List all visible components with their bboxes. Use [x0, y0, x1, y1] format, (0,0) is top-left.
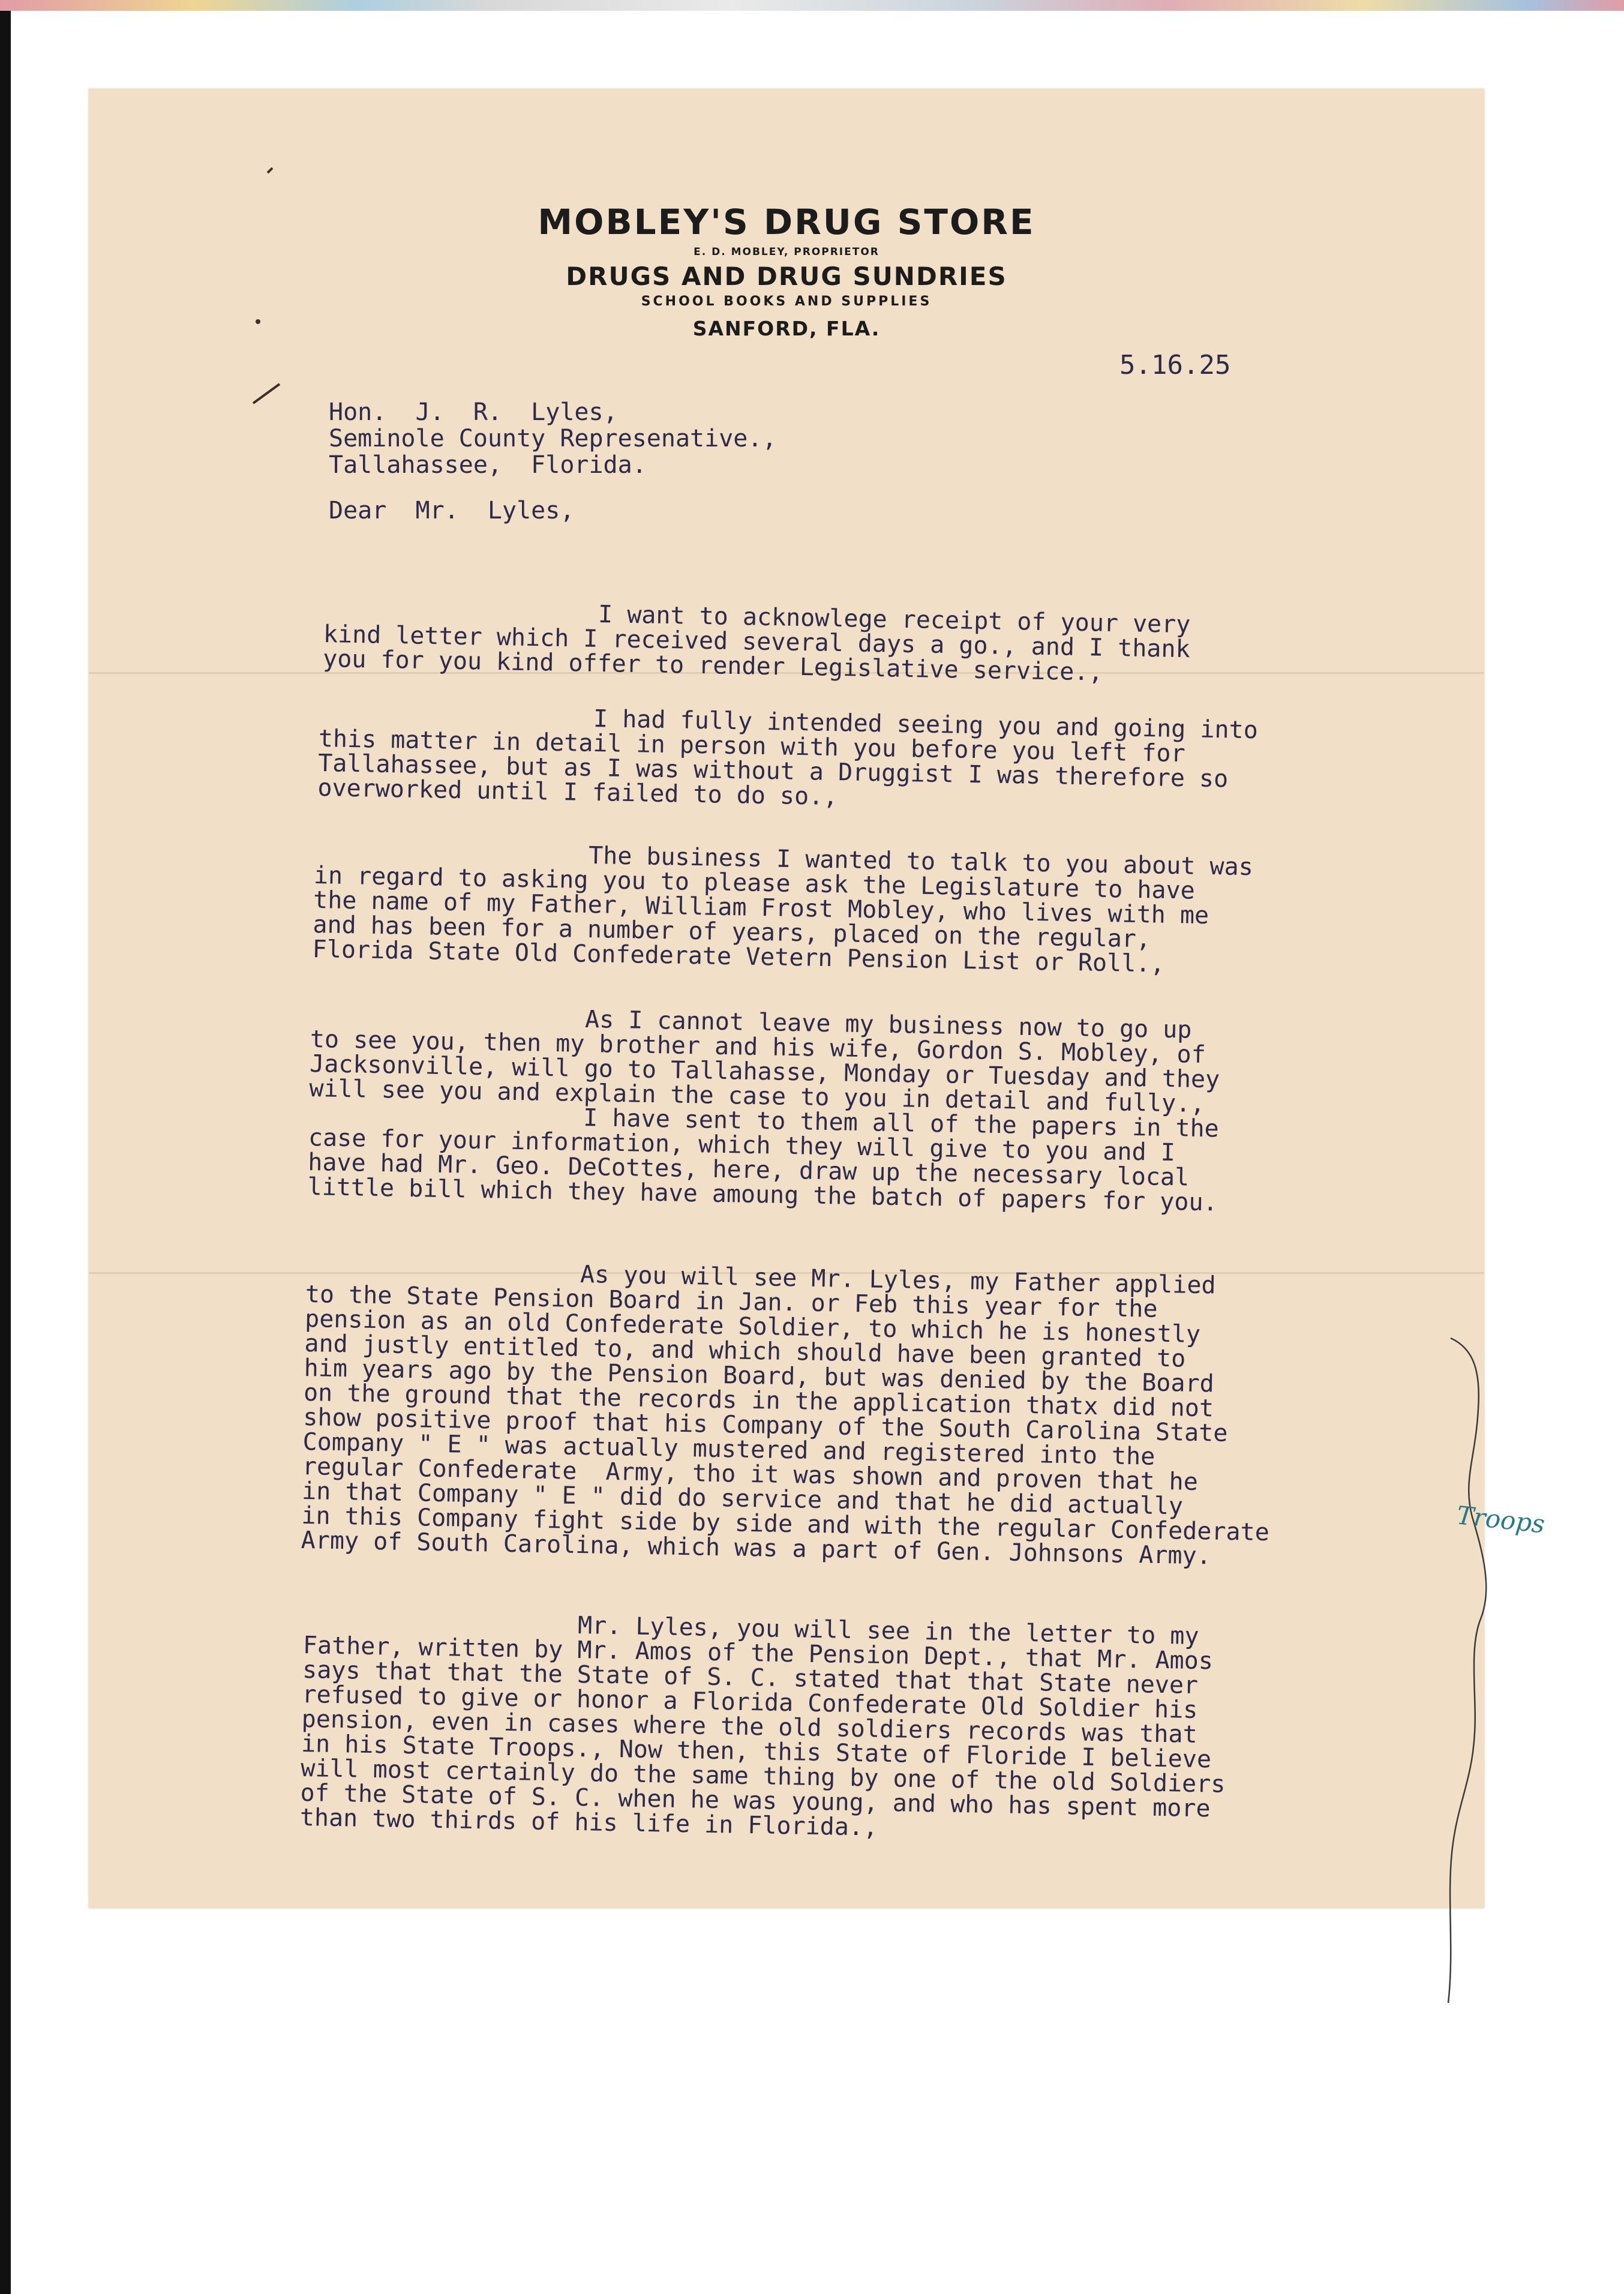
letterhead-sideline: SCHOOL BOOKS AND SUPPLIES: [641, 294, 932, 309]
letterhead-business: DRUGS AND DRUG SUNDRIES: [566, 262, 1007, 291]
paragraph-brother-visit: As I cannot leave my business now to go up to see you, then my brother and his wife, Gordon S. Mobley, of Jacksonville, will go to Tallahasse, Monday or Tuesday and they will see you and explain the case to you in detail and fully., I have sent to them all of the papers in the case for your information, which they will give to you and I have had Mr. Geo. DeCottes, here, draw up the necessary local little bill which they have amoung the batch of papers for you.: [307, 1001, 1220, 1217]
pencil-tick-marks: [251, 161, 287, 413]
letterhead-location: SANFORD, FLA.: [692, 317, 881, 340]
letter-sheet: [89, 89, 1547, 1908]
recipient-title: Seminole County Represenative.,: [329, 425, 777, 452]
scan-edge-border: [0, 11, 11, 2294]
letter-date: 5.16.25: [1119, 350, 1231, 380]
salutation: Dear Mr. Lyles,: [329, 497, 575, 524]
margin-bracket-line: [1439, 1337, 1505, 2009]
paragraph-pension-application: As you will see Mr. Lyles, my Father applied to the State Pension Board in Jan. or Feb this year for the pension as an old Confederate Soldier, to which he is honestly and justly entitled to, and which should have been granted to him years ago by the Pension Board, but was denied by the Board on the ground that the records in the application thatx did not show positive proof that his Company of the South Carolina State Company " E " was actually mustered and registered into the regular Confederate Army, tho it was shown and proven that he in that Company " E " did do service and that he did actually in this Company fight side by side and with the regular Confederate Army of South Carolina, which was a part of Gen. Johnsons Army.: [301, 1256, 1270, 1570]
paragraph-acknowledgement: I want to acknowlege receipt of your very kind letter which I received several days a go., and I thank you for you kind offer to render Legislative service.,: [322, 596, 1191, 686]
paragraph-business-request: The business I wanted to talk to you about was in regard to asking you to please ask the Legislature to have the name of my Father, William Frost Mobley, who lives with me and has been for a number of years, placed on the regular, Florida State Old Confederate Vetern Pension List or Roll.,: [312, 837, 1254, 978]
margin-annotation: Troops: [1455, 1500, 1547, 1539]
paragraph-intended-visit: I had fully intended seeing you and going into this matter in detail in person with you before you left for Tallahassee, but as I was without a Druggist I was therefore so overworked until I failed to do so.,: [317, 700, 1259, 811]
recipient-address: [329, 399, 777, 478]
paragraph-amos-letter: Mr. Lyles, you will see in the letter to my Father, written by Mr. Amos of the Pension Dept., that Mr. Amos says that that the State of S. C. stated that that State never refused to give or honor a Florida Confederate Old Soldier his pension, even in cases where the old soldiers records was that in his State Troops., Now then, this State of Floride I believe will most certainly do the same thing by one of the old Soldiers of the State of S. C. when he was young, and who has spent more than two thirds of his life in Florida.,: [299, 1607, 1226, 1842]
letterhead-proprietor: E. D. MOBLEY, PROPRIETOR: [694, 246, 879, 258]
recipient-name: Hon. J. R. Lyles,: [329, 398, 618, 426]
scan-edge-strip: [0, 0, 1624, 11]
letterhead-store-name: MOBLEY'S DRUG STORE: [538, 202, 1035, 242]
recipient-city: Tallahassee, Florida.: [329, 451, 647, 479]
